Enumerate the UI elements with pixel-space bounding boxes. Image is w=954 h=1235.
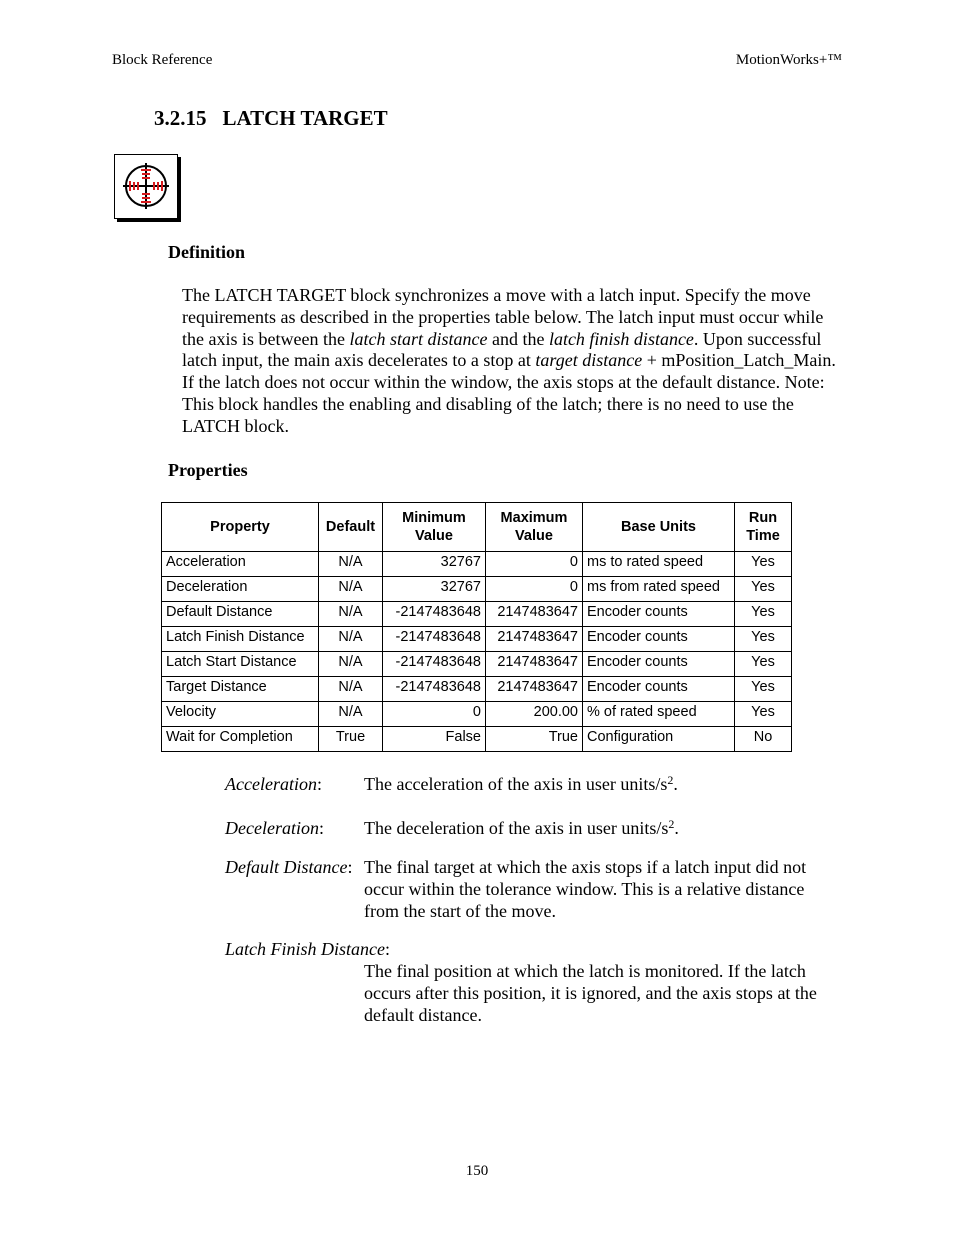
table-cell: N/A [319,627,383,652]
table-cell: 0 [486,577,583,602]
running-header-left: Block Reference [112,52,213,68]
desc-text-default-distance: The final target at which the axis stops if a latch input did not occur within the tolerance window. This is a relative distance from the start of the move. [364,857,807,921]
column-header: Minimum Value [383,503,486,552]
table-row [162,652,792,677]
table-cell: Yes [735,652,792,677]
properties-heading: Properties [168,460,248,480]
table-cell: N/A [319,552,383,577]
column-header: Maximum Value [486,503,583,552]
desc-text-latch-finish-distance: The final position at which the latch is monitored. If the latch occurs after this position, it is ignored, and the axis stops at the default distance. [364,961,817,1025]
table-cell: Yes [735,677,792,702]
table-cell: Configuration [583,727,735,752]
table-cell: N/A [319,577,383,602]
table-row [162,552,792,577]
desc-text-deceleration: The deceleration of the axis in user units/$s^2$. [364,817,679,838]
desc-term-acceleration: Acceleration: [225,774,322,794]
table-cell: % of rated speed [583,702,735,727]
properties-table [161,502,792,752]
desc-term-latch-finish-distance: Latch Finish Distance: [225,939,391,959]
table-cell: 2147483647 [486,677,583,702]
table-cell: Acceleration [162,552,319,577]
table-cell: N/A [319,677,383,702]
table-cell: 0 [383,702,486,727]
table-cell: N/A [319,602,383,627]
table-cell: ms to rated speed [583,552,735,577]
page-number: 150 [465,1163,489,1179]
table-cell: -2147483648 [383,677,486,702]
table-cell: -2147483648 [383,627,486,652]
running-header-right: MotionWorks+™ [735,52,842,68]
table-cell: 32767 [383,577,486,602]
table-cell: Yes [735,602,792,627]
table-cell: N/A [319,652,383,677]
table-cell: -2147483648 [383,602,486,627]
table-row [162,677,792,702]
table-cell: Yes [735,702,792,727]
crosshair-target-icon [115,155,177,218]
desc-text-acceleration: The acceleration of the axis in user units/$s^2$. [364,773,678,794]
table-cell: Yes [735,552,792,577]
table-cell: Wait for Completion [162,727,319,752]
table-cell: Encoder counts [583,677,735,702]
table-cell: False [383,727,486,752]
desc-term-deceleration: Deceleration: [225,818,324,838]
table-cell: Default Distance [162,602,319,627]
definition-heading: Definition [168,242,246,262]
table-cell: ms from rated speed [583,577,735,602]
column-header: Base Units [583,503,735,552]
column-header: Default [319,503,383,552]
table-cell: Latch Finish Distance [162,627,319,652]
section-number: 3.2.15 [154,106,207,130]
table-cell: N/A [319,702,383,727]
table-cell: Target Distance [162,677,319,702]
table-cell: Yes [735,577,792,602]
table-header-row [162,503,792,552]
table-cell: 2147483647 [486,602,583,627]
table-cell: 32767 [383,552,486,577]
table-row [162,702,792,727]
column-header: Property [162,503,319,552]
table-cell: Encoder counts [583,627,735,652]
table-row [162,602,792,627]
table-row [162,727,792,752]
table-cell: Encoder counts [583,602,735,627]
table-cell: 2147483647 [486,627,583,652]
column-header: Run Time [735,503,792,552]
latch-target-block-icon [114,154,178,219]
table-cell: 0 [486,552,583,577]
section-name: LATCH TARGET [222,106,388,130]
section-title [154,106,388,131]
desc-term-default-distance: Default Distance: [225,857,353,877]
table-cell: Deceleration [162,577,319,602]
table-cell: Velocity [162,702,319,727]
table-cell: No [735,727,792,752]
table-row [162,627,792,652]
table-cell: True [486,727,583,752]
table-cell: Latch Start Distance [162,652,319,677]
table-cell: Encoder counts [583,652,735,677]
table-cell: True [319,727,383,752]
table-cell: 2147483647 [486,652,583,677]
definition-paragraph: The LATCH TARGET block synchronizes a move with a latch input. Specify the move requirements as described in the properties table below. The latch input must occur while the axis is between the latch start distance and the latch finish distance. Upon successful latch input, the main axis decelerates to a stop at target distance + mPosition_Latch_Main. If the latch does not occur within the window, the axis stops at the default distance. Note: This block handles the enabling and disabling of the latch; there is no need to use the LATCH block. [182,285,836,436]
table-cell: -2147483648 [383,652,486,677]
table-cell: 200.00 [486,702,583,727]
table-cell: Yes [735,627,792,652]
table-row [162,577,792,602]
